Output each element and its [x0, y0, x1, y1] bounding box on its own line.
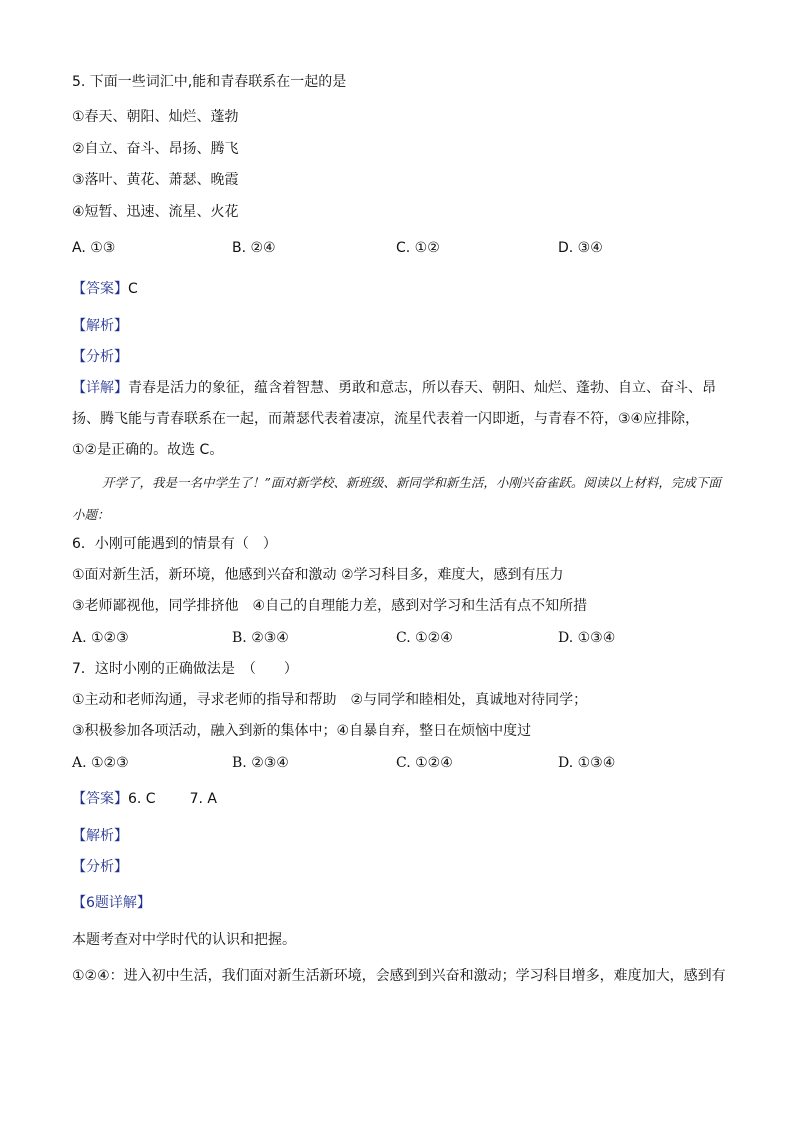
q5-fenxi-tag: 【分析】: [72, 349, 128, 365]
reading-material: 开学了，我是一名中学生了！”面对新学校、新班级、新同学和新生活，小刚兴奋雀跃。阅读以上材料，完成下面小题：: [72, 475, 721, 522]
q5-detail: [72, 373, 724, 466]
q6-options: [72, 628, 732, 648]
q6-option-b: B. ②③④: [232, 630, 289, 646]
q5-jiexi-tag: 【解析】: [72, 318, 128, 334]
answer-q7: 7. A: [189, 791, 217, 807]
q67-fenxi-tag: 【分析】: [72, 859, 128, 875]
q7-option-d: D. ①③④: [558, 755, 616, 771]
q6-option-c: C. ①②④: [396, 630, 453, 646]
q5-option-c: C. ①②: [396, 240, 440, 256]
q6-detail-line-2: ①②④：进入初中生活，我们面对新生活新环境，会感到到兴奋和激动；学习科目增多，难度加大，感到有: [72, 968, 726, 984]
q7-line-2: ③积极参加各项活动，融入到新的集体中；④自暴自弃，整日在烦恼中度过: [72, 723, 532, 739]
detail-tag: 【详解】: [72, 380, 128, 396]
q6-line-2: ③老师鄙视他，同学排挤他 ④自己的自理能力差，感到对学习和生活有点不知所措: [72, 598, 588, 614]
q7-option-b: B. ②③④: [232, 755, 289, 771]
q7-stem: 7．这时小刚的正确做法是 （ ）: [72, 661, 298, 677]
q7-option-c: C. ①②④: [396, 755, 453, 771]
q67-answer: [72, 789, 217, 809]
answer-tag: 【答案】: [72, 281, 128, 297]
answer-value: C: [128, 281, 138, 297]
q7-option-a: A. ①②③: [72, 755, 129, 771]
q6-detail-tag: 【6题详解】: [72, 895, 151, 911]
q6-line-1: ①面对新生活，新环境，他感到兴奋和激动 ②学习科目多，难度大，感到有压力: [72, 567, 564, 583]
q5-options: [72, 238, 732, 258]
detail-text: 青春是活力的象征，蕴含着智慧、勇敢和意志，所以春天、朝阳、灿烂、蓬勃、自立、奋斗、昂扬、腾飞能与青春联系在一起，而萧瑟代表着凄凉，流星代表着一闪即逝，与青春不符，③④应排除，①②是正确的。故选 C。: [72, 380, 716, 458]
q5-option-b: B. ②④: [232, 240, 276, 256]
q6-stem: 6．小刚可能遇到的情景有（ ）: [72, 536, 277, 552]
q5-item-1: ①春天、朝阳、灿烂、蓬勃: [72, 109, 239, 125]
q5-option-d: D. ③④: [558, 240, 603, 256]
q67-jiexi-tag: 【解析】: [72, 828, 128, 844]
q5-option-a: A. ①③: [72, 240, 116, 256]
q5-answer: [72, 279, 138, 299]
answer-q6: 6. C: [128, 791, 156, 807]
q6-option-a: A. ①②③: [72, 630, 129, 646]
q6-detail-line-1: 本题考查对中学时代的认识和把握。: [72, 932, 296, 948]
q5-stem: 5. 下面一些词汇中,能和青春联系在一起的是: [72, 74, 347, 90]
q5-item-4: ④短暂、迅速、流星、火花: [72, 204, 239, 220]
q6-option-d: D. ①③④: [558, 630, 616, 646]
q5-item-3: ③落叶、黄花、萧瑟、晚霞: [72, 172, 239, 188]
q7-options: [72, 753, 732, 773]
q5-item-2: ②自立、奋斗、昂扬、腾飞: [72, 141, 239, 157]
answer-tag-2: 【答案】: [72, 791, 128, 807]
q7-line-1: ①主动和老师沟通，寻求老师的指导和帮助 ②与同学和睦相处，真诚地对待同学；: [72, 692, 588, 708]
